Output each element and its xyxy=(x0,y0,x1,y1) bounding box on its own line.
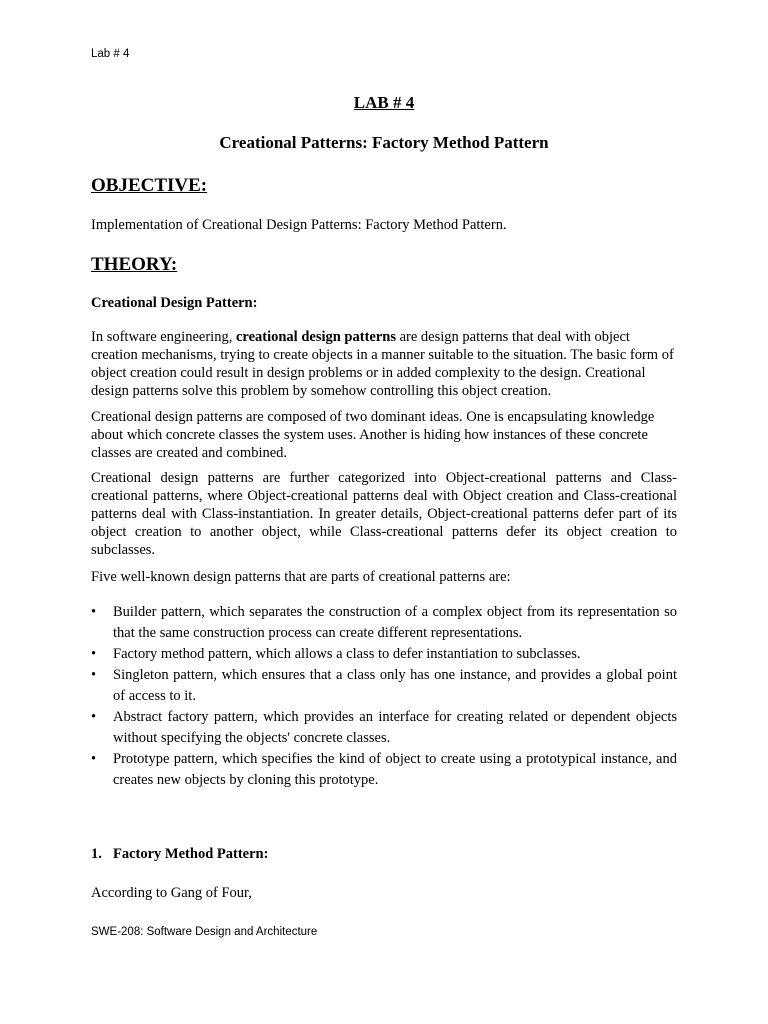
gang-of-four-intro: According to Gang of Four, xyxy=(91,885,252,901)
list-item-prototype: • Prototype pattern, which specifies the kind of object to create using a prototypical instance, and creates new objects by cloning this prototype. xyxy=(91,749,677,791)
objective-text: Implementation of Creational Design Patterns: Factory Method Pattern. xyxy=(91,217,507,233)
running-header: Lab # 4 xyxy=(91,48,130,60)
list-item-builder: • Builder pattern, which separates the construction of a complex object from its representation so that the same construction process can create different representations. xyxy=(91,602,677,644)
creational-design-pattern-heading: Creational Design Pattern: xyxy=(91,295,258,311)
list-item-abstract-factory: • Abstract factory pattern, which provides an interface for creating related or dependent objects without specifying the objects' concrete classes. xyxy=(91,707,677,749)
list-item-factory-method: • Factory method pattern, which allows a class to defer instantiation to subclasses. xyxy=(91,644,677,665)
theory-paragraph-1 xyxy=(91,328,677,400)
creational-patterns-list xyxy=(91,602,677,791)
running-footer: SWE-208: Software Design and Architecture xyxy=(91,926,318,938)
paragraph-1-intro: In software engineering, xyxy=(91,329,236,345)
document-subtitle: Creational Patterns: Factory Method Pattern xyxy=(219,133,549,152)
theory-paragraph-4: Five well-known design patterns that are parts of creational patterns are: xyxy=(91,569,511,585)
paragraph-1-body: are design patterns that deal with object creation mechanisms, trying to create objects in a manner suitable to the situation. The basic form of object creation could result in design problems or in added complexity to the design. Creational design patterns solve this problem by somehow controlling this object creation. xyxy=(91,329,674,399)
theory-heading: THEORY: xyxy=(91,254,178,275)
factory-method-heading xyxy=(91,846,268,863)
creational-design-patterns-term: creational design patterns xyxy=(235,329,396,345)
objective-heading: OBJECTIVE: xyxy=(91,175,208,196)
section-number: 1. xyxy=(91,846,102,862)
list-item-singleton: • Singleton pattern, which ensures that a class only has one instance, and provides a global point of access to it. xyxy=(91,665,677,707)
lab-title: LAB # 4 xyxy=(353,93,415,112)
theory-paragraph-3: Creational design patterns are further categorized into Object-creational patterns and Class-creational patterns, where Object-creational patterns deal with Object creation and Class-creational patterns deal with Class-instantiation. In greater details, Object-creational patterns defer part of its object creation to another object, while Class-creational patterns defer its object creation to subclasses. xyxy=(91,470,677,558)
theory-paragraph-2: Creational design patterns are composed of two dominant ideas. One is encapsulating knowledge about which concrete classes the system uses. Another is hiding how instances of these concrete classes are created and combined. xyxy=(91,409,655,461)
factory-method-heading-label: Factory Method Pattern: xyxy=(113,846,269,862)
